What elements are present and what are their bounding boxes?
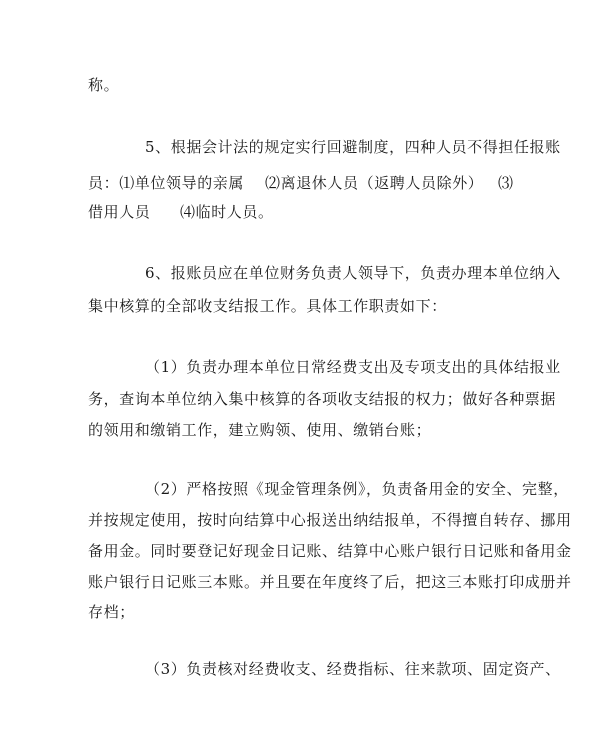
text-line: 称。 xyxy=(88,76,120,94)
text-segment: ⑷临时人员。 xyxy=(180,203,274,221)
text-line: 集中核算的全部收支结报工作。具体工作职责如下： xyxy=(88,297,447,315)
text-line xyxy=(88,172,514,194)
text-line: 5、根据会计法的规定实行回避制度，四种人员不得担任报账 xyxy=(145,138,561,156)
text-line: 的领用和缴销工作，建立购领、使用、缴销台账； xyxy=(88,421,432,439)
text-line xyxy=(88,201,274,223)
text-segment: ⑵离退休人员（返聘人员除外） xyxy=(265,174,484,192)
text-line: （2）严格按照《现金管理条例》，负责备用金的安全、完整， xyxy=(145,480,569,498)
text-line: （1）负责办理本单位日常经费支出及专项支出的具体结报业 xyxy=(145,358,561,376)
text-segment: 员：⑴单位领导的亲属 xyxy=(88,174,245,192)
text-line: 6、报账员应在单位财务负责人领导下，负责办理本单位纳入 xyxy=(145,264,561,282)
text-line: （3）负责核对经费收支、经费指标、往来款项、固定资产、 xyxy=(145,660,561,678)
text-segment: ⑶ xyxy=(498,174,514,192)
text-line: 务，查询本单位纳入集中核算的各项收支结报的权力；做好各种票据 xyxy=(88,390,557,408)
text-segment: 借用人员 xyxy=(88,203,151,221)
text-line: 备用金。同时要登记好现金日记账、结算中心账户银行日记账和备用金 xyxy=(88,542,572,560)
text-line: 账户银行日记账三本账。并且要在年度终了后，把这三本账打印成册并 xyxy=(88,573,572,591)
text-line: 存档； xyxy=(88,603,135,621)
text-line: 并按规定使用，按时向结算中心报送出纳结报单，不得擅自转存、挪用 xyxy=(88,511,572,529)
